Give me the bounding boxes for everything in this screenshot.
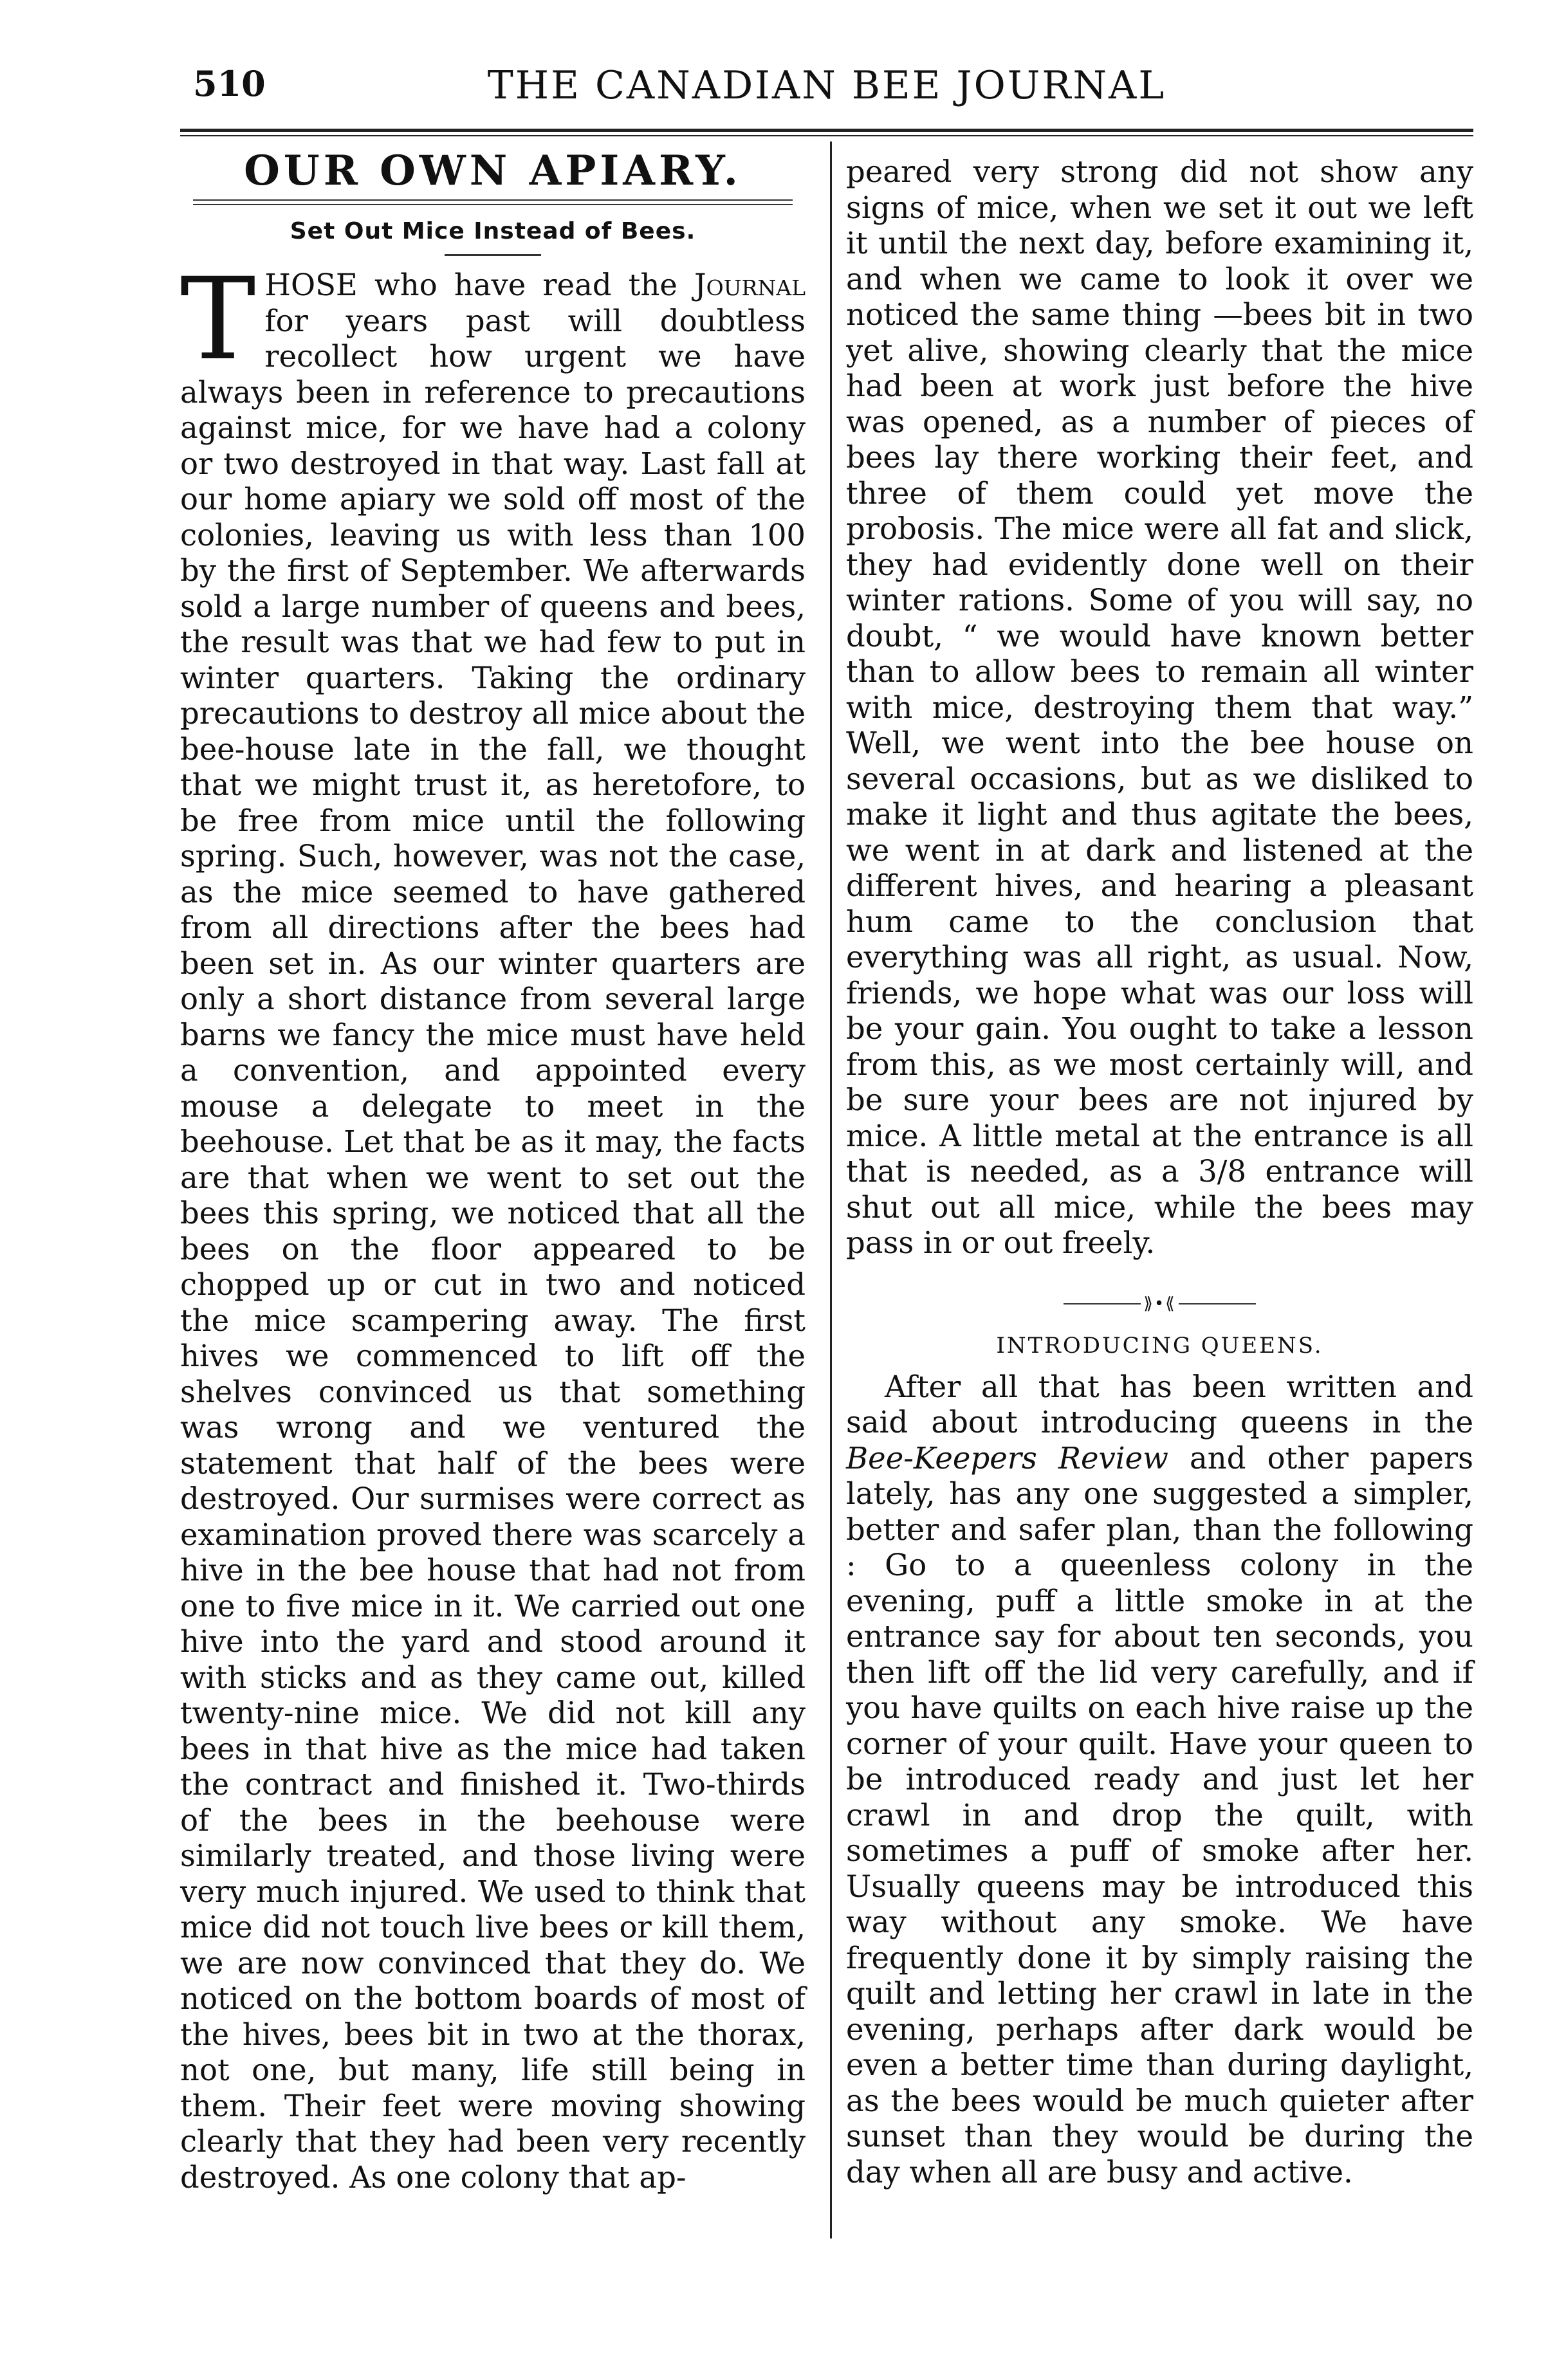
article-body-left xyxy=(180,253,806,2195)
title-rule-second xyxy=(193,204,793,205)
article-body-right: peared very strong did not show any signs of mice, when we set it out we left it until the next day, before examining it, and when we came to look it over we noticed the same thing —bees bit in two yet alive, showing clearly that the mice had been at work just before the hive was opened, as a number of pieces of bees lay there working their feet, and three of them could yet move the probosis. The mice were all fat and slick, they had evidently done well on their winter rations. Some of you will say, no doubt, “ we would have known better than to allow bees to remain all winter with mice, destroying them that way.” Well, we went into the bee house on several occasions, but as we disliked to make it light and thus agitate the bees, we went in at dark and listened at the different hives, and hearing a pleasant hum came to the conclusion that everything was all right, as usual. Now, friends, we hope what was our loss will be your gain. You ought to take a lesson from this, as we most certainly will, and be sure your bees are not injured by mice. A little metal at the entrance is all that is needed, as a 3/8 entrance will shut out all mice, while the bees may pass in or out freely. xyxy=(846,154,1473,1260)
introducing-queens-body xyxy=(846,1369,1473,2191)
queens-text-b: and other papers lately, has any one suggested a simpler, better and safer plan, than the following : Go to a queenless colony in the evening, puff a little smoke in at the entrance say for about ten seconds, you then lift off the lid very carefully, and if you have quilts on each hive raise up the corner of your quilt. Have your queen to be introduced ready and just let her crawl in and drop the quilt, with sometimes a puff of smoke after her. Usually queens may be introduced this way without any smoke. We have frequently done it by simply raising the quilt and letting her crawl in late in the evening, perhaps after dark would be even a better time than during daylight, as the bees would be much quieter after sunset than they would be during the day when all are busy and active. xyxy=(846,1440,1473,2190)
queens-text-a: After all that has been written and said about introducing queens in the xyxy=(846,1369,1473,1440)
right-column xyxy=(846,154,1473,2190)
publication-name: Bee-Keepers Review xyxy=(846,1440,1168,1476)
column-divider xyxy=(830,142,832,2238)
subtitle-rule xyxy=(445,254,541,256)
journal-word: Journal xyxy=(694,268,806,302)
drop-cap: T xyxy=(180,253,256,385)
title-rule xyxy=(193,199,793,201)
body-text-left: for years past will doubtless recollect how urgent we have always been in reference to precautions against mice, for we have had a colony or two destroyed in that way. Last fall at our home apiary we sold off most of the colonies, leaving us with less than 100 by the first of September. We afterwards sold a large number of queens and bees, the result was that we had few to put in winter quarters. Taking the ordinary precautions to destroy all mice about the bee-house late in the fall, we thought that we might trust it, as heretofore, to be free from mice until the following spring. Such, however, was not the case, as the mice seemed to have gathered from all directions after the bees had been set in. As our winter quarters are only a short distance from several large barns we fancy the mice must have held a convention, and appointed every mouse a delegate to meet in the beehouse. Let that be as it may, the facts are that when we went to set out the bees this spring, we noticed that all the bees on the floor appeared to be chopped up or cut in two and noticed the mice scampering away. The first hives we commenced to lift off the shelves convinced us that something was wrong and we ventured the statement that half of the bees were destroyed. Our surmises were correct as examination proved there was scarcely a hive in the bee house that had not from one to five mice in it. We carried out one hive into the yard and stood around it with sticks and as they came out, killed twenty-nine mice. We did not kill any bees in that hive as the mice had taken the contract and finished it. Two-thirds of the bees in the beehouse were similarly treated, and those living were very much injured. We used to think that mice did not touch live bees or kill them, we are now convinced that they do. We noticed on the bottom boards of most of the hives, bees bit in two at the thorax, not one, but many, life still being in them. Their feet were moving showing clearly that they had been very recently destroyed. As one colony that ap- xyxy=(180,303,806,2195)
journal-title: THE CANADIAN BEE JOURNAL xyxy=(487,63,1166,108)
header-rule xyxy=(180,129,1473,132)
article-title: OUR OWN APIARY. xyxy=(244,147,742,195)
first-word: HOSE xyxy=(264,268,358,302)
running-header xyxy=(193,63,1460,114)
page-number: 510 xyxy=(193,63,266,104)
left-column xyxy=(180,140,806,2195)
section-heading: INTRODUCING QUEENS. xyxy=(996,1332,1323,1359)
header-rule-thin xyxy=(180,135,1473,136)
intro-text: who have read the xyxy=(357,268,695,302)
horizontal-rule-ornament-icon: ⟫•⟪ xyxy=(846,1288,1473,1314)
article-subtitle: Set Out Mice Instead of Bees. xyxy=(290,218,696,244)
